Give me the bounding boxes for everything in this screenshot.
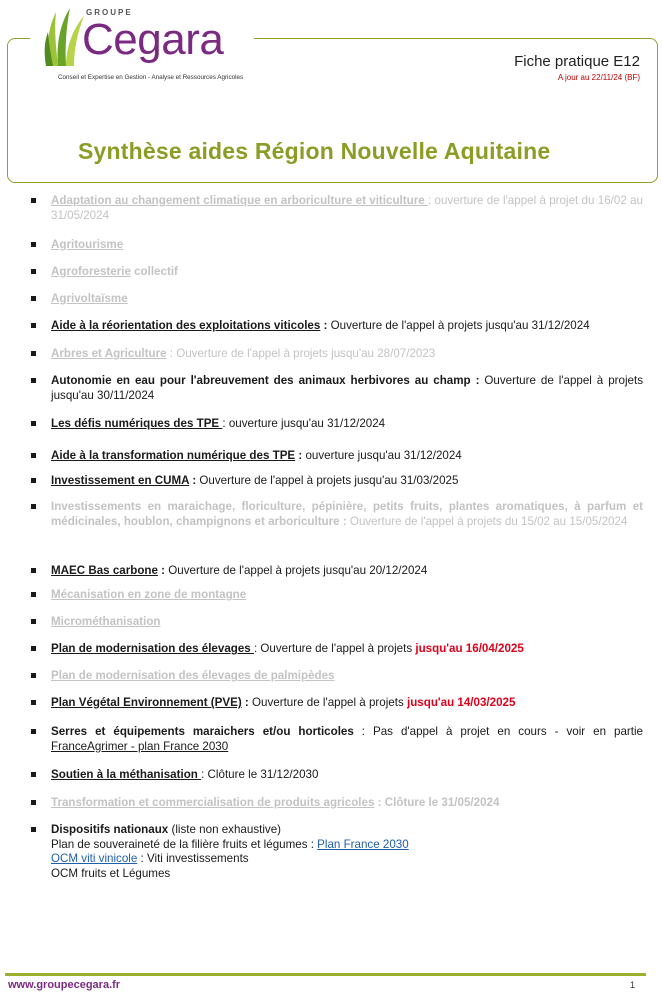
item-title-link[interactable]: Agrivoltaïsme — [51, 292, 128, 305]
list-item — [51, 564, 643, 579]
item-detail: Ouverture de l'appel à projets jusqu'au 31/12/2024 — [327, 319, 590, 332]
item-detail: : Clôture le 31/05/2024 — [374, 796, 500, 809]
bullet-icon — [31, 772, 36, 777]
item-separator: : — [470, 374, 480, 387]
list-item — [51, 500, 643, 529]
item-separator: : — [339, 514, 347, 528]
national-subitem — [51, 838, 643, 853]
bullet-icon — [31, 673, 36, 678]
bullet-icon — [31, 323, 36, 328]
bullet-icon — [31, 351, 36, 356]
footer-website-link[interactable]: www.groupecegara.fr — [8, 979, 121, 991]
item-detail: : Clôture le 31/12/2030 — [201, 768, 319, 781]
item-title-link[interactable]: MAEC Bas carbone — [51, 564, 158, 577]
list-item — [51, 696, 643, 711]
logo-tagline: Conseil et Expertise en Gestion - Analyse et Ressources Agricoles — [58, 74, 244, 81]
bullet-icon — [31, 478, 36, 483]
item-detail: Ouverture de l'appel à projets — [248, 696, 407, 709]
list-item — [51, 265, 643, 280]
item-detail: : Pas d'appel à projet en cours - voir en partie — [353, 725, 643, 738]
item-title: Dispositifs nationaux — [51, 823, 169, 836]
item-title-link[interactable]: Aide à la réorientation des exploitations viticoles — [51, 319, 321, 332]
item-detail: Ouverture de l'appel à projets du 15/02 au 15/05/2024 — [346, 514, 628, 528]
bullet-icon — [31, 421, 36, 426]
item-separator: : — [157, 564, 166, 577]
item-title-link[interactable]: Agroforesterie — [51, 265, 131, 278]
list-item — [51, 642, 643, 657]
bullet-icon — [31, 242, 36, 247]
deadline-highlight: jusqu'au 14/03/2025 — [406, 696, 516, 709]
bullet-icon — [31, 296, 36, 301]
item-separator: : — [320, 319, 328, 332]
fiche-title: Fiche pratique E12 — [514, 53, 640, 70]
item-title-link[interactable]: Transformation et commercialisation de produits agricoles — [51, 796, 375, 809]
bullet-icon — [31, 700, 36, 705]
list-item — [51, 725, 643, 754]
page-number: 1 — [630, 980, 636, 990]
list-item — [51, 347, 643, 362]
list-item — [51, 319, 643, 334]
list-item — [51, 449, 643, 464]
national-subitem — [51, 852, 643, 867]
item-title-link[interactable]: Arbres et Agriculture — [51, 347, 167, 360]
bullet-icon — [31, 568, 36, 573]
item-title-link[interactable]: Plan de modernisation des élevages de palmipèdes — [51, 669, 335, 682]
ocm-viti-vinicole-link[interactable]: OCM viti vinicole — [51, 852, 138, 866]
update-note: A jour au 22/11/24 (BF) — [557, 73, 640, 82]
page-title: Synthèse aides Région Nouvelle Aquitaine — [78, 138, 551, 164]
cegara-logo — [44, 4, 254, 86]
item-title-link[interactable]: Adaptation au changement climatique en arboriculture et viticulture — [51, 194, 428, 207]
item-detail: Ouverture de l'appel à projets jusqu'au 20/12/2024 — [165, 564, 428, 577]
item-title-link[interactable]: Aide à la transformation numérique des TPE — [51, 449, 296, 462]
bullet-icon — [31, 619, 36, 624]
logo-brand-text: Cegara — [82, 15, 224, 64]
national-subitem: OCM fruits et Légumes — [51, 866, 171, 880]
item-title-link[interactable]: Les défis numériques des TPE — [51, 417, 223, 430]
item-detail: collectif — [130, 265, 178, 278]
item-title-link[interactable]: Plan de modernisation des élevages — [51, 642, 254, 655]
plan-france-2030-link[interactable]: Plan France 2030 — [317, 837, 409, 851]
list-item — [51, 417, 643, 432]
item-detail: (liste non exhaustive) — [168, 823, 282, 836]
item-title-link[interactable]: Investissement en CUMA — [51, 474, 190, 487]
item-title: Investissements en maraichage, floriculture, pépinière, petits fruits, plantes aromatiques, à parfum et médicinales, houblon, champignons et arboriculture — [51, 500, 643, 528]
item-title-link[interactable]: Microméthanisation — [51, 615, 161, 628]
item-title-link[interactable]: Agritourisme — [51, 238, 124, 251]
item-title-link[interactable]: Mécanisation en zone de montagne — [51, 588, 247, 601]
bullet-icon — [31, 729, 36, 734]
bullet-icon — [31, 827, 36, 832]
list-item — [51, 669, 643, 684]
bullet-icon — [31, 800, 36, 805]
bullet-icon — [31, 198, 36, 203]
item-detail: Ouverture de l'appel à projets jusqu'au 30/11/2024 — [51, 374, 643, 402]
item-detail: : Ouverture de l'appel à projets — [253, 642, 416, 655]
item-title-link[interactable]: Soutien à la méthanisation — [51, 768, 202, 781]
list-item — [51, 615, 643, 630]
item-separator: : — [295, 449, 303, 462]
list-item — [51, 796, 643, 811]
item-title-link[interactable]: Plan Végétal Environnement (PVE) — [51, 696, 242, 709]
footer-divider — [5, 973, 646, 976]
list-item — [51, 588, 643, 603]
bullet-icon — [31, 453, 36, 458]
item-title: Serres et équipements maraichers et/ou horticoles — [51, 725, 354, 738]
subitem-text: : Viti investissements — [137, 852, 249, 866]
list-item — [51, 374, 643, 403]
bullet-icon — [31, 504, 36, 509]
list-item — [51, 292, 643, 307]
list-item — [51, 238, 643, 253]
bullet-icon — [31, 269, 36, 274]
franceagrimer-link[interactable]: FranceAgrimer - plan France 2030 — [51, 739, 229, 753]
item-detail: ouverture jusqu'au 31/12/2024 — [302, 449, 462, 462]
item-detail: Ouverture de l'appel à projets jusqu'au 31/03/2025 — [196, 474, 459, 487]
item-separator: : — [189, 474, 197, 487]
deadline-highlight: jusqu'au 16/04/2025 — [415, 642, 524, 655]
item-detail: : ouverture de l'appel à projet du 16/02 au 31/05/2024 — [51, 194, 643, 222]
item-title: Autonomie en eau pour l'abreuvement des animaux herbivores au champ — [51, 374, 471, 387]
logo-groupe-text: GROUPE — [86, 8, 133, 17]
item-detail: : Ouverture de l'appel à projets jusqu'au 28/07/2023 — [166, 347, 436, 360]
bullet-icon — [31, 646, 36, 651]
list-item — [51, 194, 643, 223]
item-separator: : — [241, 696, 249, 709]
list-item — [51, 474, 643, 489]
list-item — [51, 823, 643, 881]
item-detail: : ouverture jusqu'au 31/12/2024 — [222, 417, 386, 430]
bullet-icon — [31, 592, 36, 597]
bullet-icon — [31, 378, 36, 383]
subitem-text: Plan de souveraineté de la filière fruits et légumes : — [51, 837, 318, 851]
list-item — [51, 768, 643, 783]
